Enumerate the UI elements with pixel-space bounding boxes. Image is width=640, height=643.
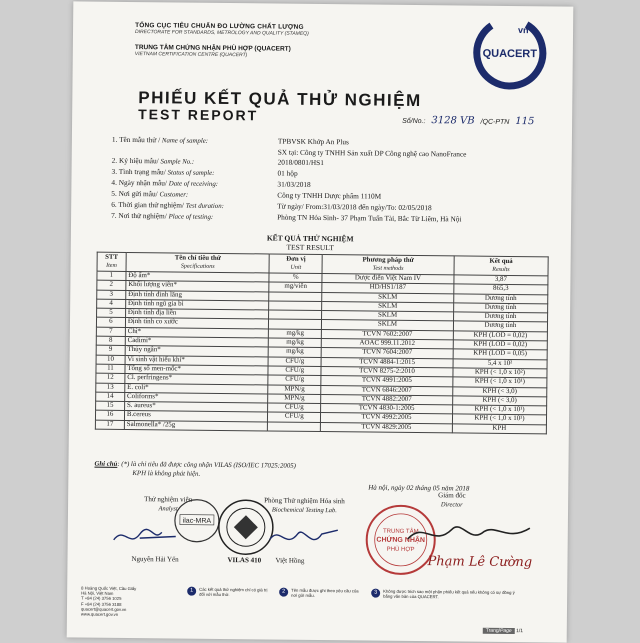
test-report-page [67,1,574,642]
lab-title-en: Biochemical Testing Lab. [271,506,337,514]
cell-method: TCVN 8275-2:2010 [321,366,453,377]
logo-vn-text: vn [518,25,529,36]
cell-unit [269,319,322,329]
cell-spec: Salmonella* /25g [124,420,268,431]
cell-spec: Chì* [125,327,269,338]
cell-result: KPH (< 1,0 x 10¹) [453,377,547,387]
cell-result: KPH (LOD = 0,02) [453,340,547,350]
cell-stt: 9 [96,346,125,356]
analyst-name: Nguyễn Hải Yến [131,555,179,564]
cell-unit: mg/viên [269,282,322,292]
cell-spec: Vi sinh vật hiếu khí* [125,355,269,366]
page-indicator [483,628,523,634]
cell-result: KPH (< 3,0) [453,396,547,406]
report-no-label: Số/ [402,117,413,125]
cell-unit: CFU/g [268,403,321,413]
footer-note-1-text: Các kết quả thử nghiệm chỉ có giá trị đối với mẫu thử. [199,586,268,598]
footer-web: www.quacert.gov.vn [80,611,119,617]
page-value: 1/1 [516,628,524,635]
report-no-hw: 115 [515,116,535,128]
notes [94,461,546,483]
cell-stt: 15 [96,401,125,411]
cell-stt: 8 [96,336,125,346]
cell-spec: Định tính ngũ gia bì [125,299,269,310]
cell-spec: Định tính đinh lăng [126,290,270,301]
footer-note-3: 3 Không được trích sao một phần phiếu kết quả nếu không có sự đồng ý bằng văn bản của QUACERT. [371,589,521,622]
info-label: 2. Ký hiệu mẫu/ Sample No.: [111,155,195,166]
org-name-vn: TỔNG CỤC TIÊU CHUẨN ĐO LƯỜNG CHẤT LƯỢNG [135,22,304,31]
cell-result: Dương tính [453,321,547,331]
director-title-en: Director [440,500,463,509]
cell-method: SKLM [322,301,454,312]
cell-stt: 2 [97,280,126,290]
footer-addr1: 8 Hoàng Quốc Việt, Cầu Giấy [81,585,137,592]
report-title-en: TEST REPORT [138,106,259,124]
info-value: Từ ngày/ From:31/03/2018 đến ngày/To: 02/05/2018 [277,201,432,213]
report-no-suffix: /QC-PTN [480,118,510,126]
cell-stt: 4 [97,299,126,309]
cell-method: TCVN 4991:2005 [321,376,453,387]
cell-unit [269,301,322,311]
report-number [402,115,538,127]
cell-spec: Độ ẩm* [126,271,270,282]
cell-result: KPH (< 1,0 x 10¹) [452,405,546,415]
cell-stt: 17 [95,420,124,430]
stamp-line1: TRUNG TÂM [382,528,419,536]
footer-tel: T +84 (24) 3756 1025 [81,595,122,602]
cell-unit: MPN/g [268,385,321,395]
cell-result: Dương tính [454,293,548,303]
footer-note-1: 1 Các kết quả thử nghiệm chỉ có giá trị đối với mẫu thử. [187,587,273,619]
notes-label: Ghi chú [94,460,118,468]
issue-date: Hà nội, ngày 02 tháng 05 năm 2018 [368,483,470,493]
director-signature [404,513,534,554]
report-no-label-en: No.: [412,117,426,126]
cell-method: TCVN 6846:2007 [321,385,453,396]
issuer-header [135,22,465,60]
result-title-vn: KẾT QUẢ THỬ NGHIỆM [266,233,354,244]
cell-stt: 16 [95,411,124,421]
cell-unit [269,292,322,302]
cell-stt: 14 [96,392,125,402]
cell-method: AOAC 999.11.2012 [321,339,453,350]
cell-unit [268,422,321,432]
analyst-title-en: Analyst [158,504,178,513]
footer-note-3-text: Không được trích sao một phần phiếu kết quả nếu không có sự đồng ý bằng văn bản của QUACERT. [383,588,515,600]
org-name-en: DIRECTORATE FOR STANDARDS, METROLOGY AND QUALITY (STAMEQ) [134,29,309,37]
cell-unit: CFU/g [268,375,321,385]
cell-method: SKLM [322,311,454,322]
results-table [95,252,549,435]
report-title-vn: PHIẾU KẾT QUẢ THỬ NGHIỆM [138,88,422,111]
page-label-en: Page [500,627,512,635]
cell-spec: Cl. perfringens* [125,374,269,385]
cell-stt: 5 [97,308,126,318]
cell-stt: 7 [96,327,125,337]
lab-name: Việt Hồng [275,556,305,565]
footer [81,586,553,622]
stamp-line2: CHỨNG NHẬN [376,536,426,545]
info-value: SX tại: Công ty TNHH Sản xuất DP Công nghệ cao NanoFrance [277,147,467,159]
cell-method: HD/HS1/187 [322,283,454,294]
info-label: 1. Tên mẫu thử / Name of sample: [111,134,209,145]
cell-method: Dược điển Việt Nam IV [322,274,454,285]
notes-line1: : (*) là chỉ tiêu đã được công nhận VILAS (ISO/IEC 17025:2005) [117,460,296,470]
page-label: Trang/ [485,627,501,634]
footer-note-2-text: Tên mẫu được ghi theo yêu cầu của nơi gửi mẫu. [291,587,359,599]
cell-unit: mg/kg [269,347,322,357]
cell-method: TCVN 4830-1:2005 [321,404,453,415]
lab-title: Phòng Thử nghiệm Hóa sinh [264,496,345,506]
analyst-signature [110,522,180,553]
cell-method: TCVN 4884-1:2015 [321,357,453,368]
footer-address [81,586,181,618]
column-header: Tên chỉ tiêu thử Specifications [126,252,270,273]
cell-stt: 12 [96,373,125,383]
column-header: STT Item [97,252,126,271]
cell-spec: Khối lượng viên* [126,281,270,292]
cell-result: KPH (LOD = 0,05) [453,349,547,359]
director-signature-block [438,491,466,509]
lab-signature [264,519,344,556]
cell-stt: 11 [96,364,125,374]
cell-spec: Coliforms* [124,392,268,403]
director-name: Phạm Lê Cường [427,554,533,571]
cell-method: TCVN 4829:2005 [320,422,452,433]
cell-result: KPH (< 3,0) [453,386,547,396]
cell-stt: 10 [96,355,125,365]
cell-unit: CFU/g [268,357,321,367]
cell-spec: Định tính co xước [125,318,269,329]
cell-method: TCVN 4882:2007 [321,394,453,405]
cell-unit: CFU/g [268,366,321,376]
table-body [95,271,548,434]
cell-result: 3,87 [454,275,548,285]
info-label: 3. Tình trạng mẫu/ Status of sample: [111,166,215,177]
cell-result: KPH [452,424,546,434]
info-value: TPBVSK Khớp An Plus [277,136,349,147]
centre-name-en: VIETNAM CERTIFICATION CENTRE (QUACERT) [134,51,248,59]
info-value: 01 hộp [277,168,298,178]
cell-result: 5,4 x 10² [453,359,547,369]
info-label: 6. Thời gian thử nghiệm/ Test duration: [111,199,224,210]
cell-stt: 1 [97,271,126,281]
column-header: Đơn vị Unit [269,254,322,274]
footer-fax: F +84 (24) 3756 3188 [81,601,122,607]
cell-spec: S. aureus* [124,402,268,413]
info-value: 31/03/2018 [277,179,311,189]
vilas-label: VILAS 410 [227,556,262,565]
logo-text: QUACERT [482,47,538,61]
report-title [138,88,422,125]
notes-line2: KPH là không phát hiện. [132,469,201,478]
analyst-title: Thử nghiệm viên [144,495,193,504]
cell-spec: Thủy ngân* [125,346,269,357]
cell-unit: mg/kg [269,329,322,339]
cell-method: TCVN 4992:2005 [321,413,453,424]
footer-email: quacert@quacert.gov.vn [80,606,127,612]
cell-spec: Cadimi* [125,337,269,348]
column-header: Kết quả Results [454,256,548,276]
result-title [267,233,354,252]
footer-note-2: 2 Tên mẫu được ghi theo yêu cầu của nơi gửi mẫu. [279,588,365,620]
footer-addr2: Hà Nội, Việt Nam [81,590,114,597]
cell-unit: CFU/g [268,412,321,422]
lab-signature-block [264,496,345,515]
cell-result: Dương tính [453,312,547,322]
cell-spec: E. coli* [125,383,269,394]
cell-method: TCVN 7602:2007 [321,329,453,340]
info-label: 4. Ngày nhận mẫu/ Date of receiving: [111,177,219,188]
cell-spec: B.cereus [124,411,268,422]
centre-name-vn: TRUNG TÂM CHỨNG NHẬN PHÙ HỢP (QUACERT) [134,44,291,53]
info-label: 7. Nơi thử nghiệm/ Place of testing: [111,210,214,221]
cell-result: 865,3 [454,284,548,294]
ilac-text: ilac-MRA [182,517,212,525]
cell-result: KPH (< 1,0 x 10¹) [452,414,546,424]
cell-stt: 3 [97,290,126,300]
cell-spec: Tổng số men-mốc* [125,364,269,375]
info-value: Công ty TNHH Dược phẩm 1110M [277,190,382,201]
cell-stt: 6 [96,318,125,328]
cell-unit: MPN/g [268,394,321,404]
cell-unit: % [269,273,322,283]
cell-method: SKLM [322,320,454,331]
cell-unit: mg/kg [269,338,322,348]
quacert-logo [472,16,547,91]
cell-result: Dương tính [454,303,548,313]
cell-result: KPH (LOD = 0,02) [453,331,547,341]
info-value: Phòng TN Hóa Sinh- 37 Phạm Tuấn Tài, Bắc Từ Liêm, Hà Nội [277,212,462,224]
report-no-value: 3128 VB [431,115,475,127]
cell-stt: 13 [96,383,125,393]
ilac-mra-stamp [172,495,223,546]
director-title: Giám đốc [438,491,466,500]
info-label: 5. Nơi gửi mẫu/ Customer: [111,188,189,199]
cell-result: KPH (< 1,0 x 10²) [453,368,547,378]
result-title-en: TEST RESULT [286,242,334,253]
cell-method: SKLM [322,292,454,303]
info-value: 2018/0801/HS1 [277,157,324,168]
cell-spec: Định tính địa liền [125,309,269,320]
cell-method: TCVN 7604:2007 [321,348,453,359]
cell-unit [269,310,322,320]
column-header: Phương pháp thử Test methods [322,255,454,275]
stamp-line3: PHÙ HỢP [386,546,415,554]
sample-info [111,135,552,227]
